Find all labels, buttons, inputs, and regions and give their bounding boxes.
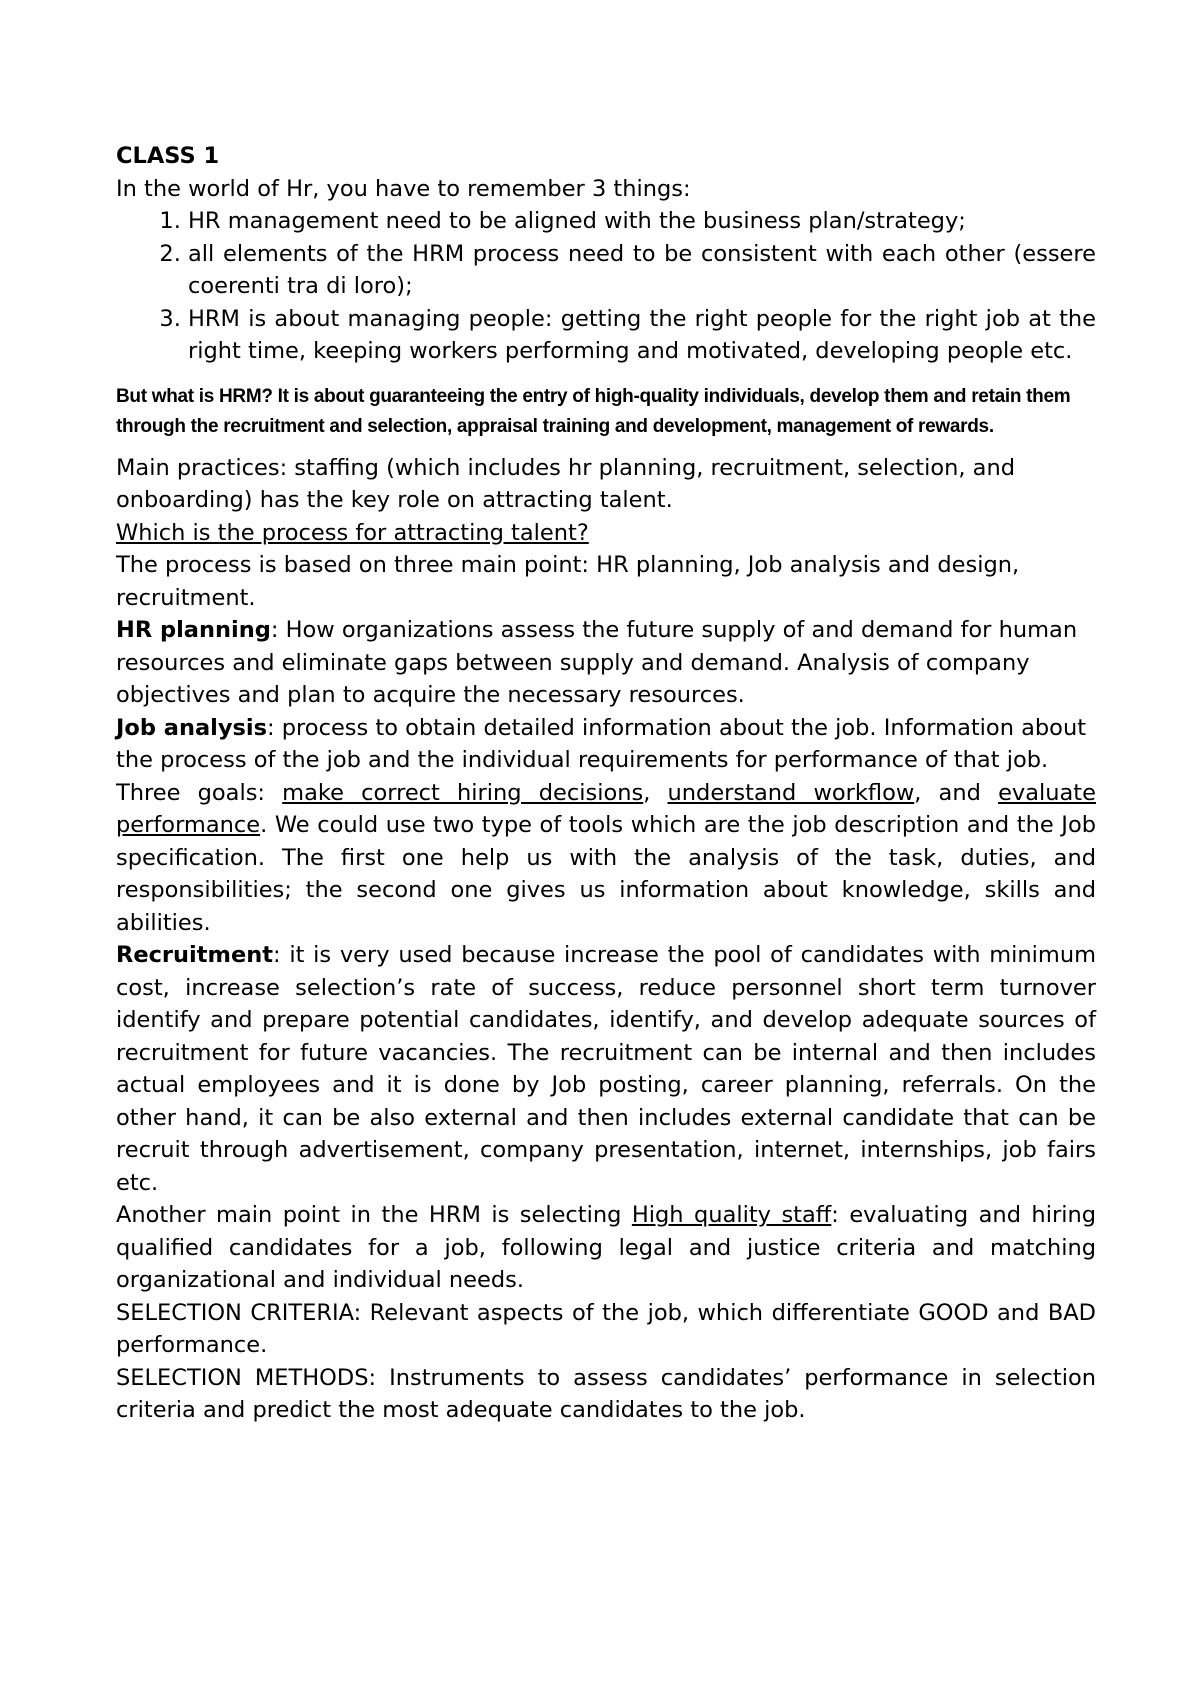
three-goals-paragraph — [116, 777, 1096, 940]
things-list — [116, 205, 1096, 368]
main-practices-paragraph: Main practices: staffing (which includes hr planning, recruitment, selection, and onboarding) has the key role on attracting talent. — [116, 454, 1016, 513]
hr-planning-paragraph — [116, 614, 1096, 712]
goal-understand-workflow: understand workflow — [667, 779, 915, 806]
three-goals-rest: . We could use two type of tools which are the job description and the Job specification. The first one help us with the analysis of the task, duties, and responsibilities; the second one gives us information about knowledge, skills and abilities. — [116, 812, 1096, 936]
hr-planning-text: : How organizations assess the future supply of and demand for human resources and eliminate gaps between supply and demand. Analysis of company objectives and plan to acquire the necessary resources. — [116, 617, 1078, 708]
three-goals-lead: Three goals: — [116, 779, 283, 806]
goal-evaluate-performance: evaluate performance — [116, 779, 1096, 838]
goal-hiring-decisions: make correct hiring decisions — [282, 779, 644, 806]
job-analysis-paragraph — [116, 712, 1096, 777]
job-analysis-text: : process to obtain detailed information about the job. Information about the process of the job and the individual requirements for performance of that job. — [116, 714, 1087, 773]
recruitment-term: Recruitment — [116, 942, 273, 968]
list-item: 1. HR management need to be aligned with the business plan/strategy; — [188, 205, 1096, 238]
process-answer: The process is based on three main point: HR planning, Job analysis and design, recruitment. — [116, 552, 1020, 611]
goal-separator: , and — [914, 779, 999, 806]
document-page — [116, 140, 1096, 1427]
goal-separator: , — [643, 779, 668, 806]
recruitment-paragraph — [116, 939, 1096, 1199]
selecting-text: : evaluating and hiring qualified candidates for a job, following legal and justice criteria and matching organizational and individual needs. — [116, 1202, 1096, 1293]
selection-criteria-paragraph: SELECTION CRITERIA: Relevant aspects of the job, which differentiate GOOD and BAD performance. — [116, 1299, 1096, 1358]
selection-methods-paragraph: SELECTION METHODS: Instruments to assess candidates’ performance in selection criteria and predict the most adequate candidates to the job. — [116, 1364, 1096, 1423]
page-title: CLASS 1 — [116, 143, 220, 169]
recruitment-text: : it is very used because increase the pool of candidates with minimum cost, increase selection’s rate of success, reduce personnel short term turnover identify and prepare potential candidates, identify, and develop adequate sources of recruitment for future vacancies. The recruitment can be internal and then includes actual employees and it is done by Job posting, career planning, referrals. On the other hand, it can be also external and then includes external candidate that can be recruit through advertisement, company presentation, internet, internships, job fairs etc. — [116, 942, 1096, 1196]
list-item: 2. all elements of the HRM process need to be consistent with each other (essere coerenti tra di loro); — [188, 238, 1096, 303]
process-question: Which is the process for attracting talent? — [116, 519, 589, 546]
hr-planning-term: HR planning — [116, 617, 271, 643]
selecting-lead: Another main point in the HRM is selecting — [116, 1202, 632, 1228]
intro-text: In the world of Hr, you have to remember 3 things: — [116, 175, 691, 202]
job-analysis-term: Job analysis — [116, 714, 268, 741]
selecting-paragraph — [116, 1199, 1096, 1297]
list-item: 3. HRM is about managing people: getting the right people for the right job at the right time, keeping workers performing and motivated, developing people etc. — [188, 303, 1096, 368]
high-quality-staff-term: High quality staff — [631, 1202, 832, 1228]
hrm-definition: But what is HRM? It is about guaranteeing the entry of high-quality individuals, develop them and retain them through the recruitment and selection, appraisal training and development, management of rewards. — [116, 385, 1071, 437]
